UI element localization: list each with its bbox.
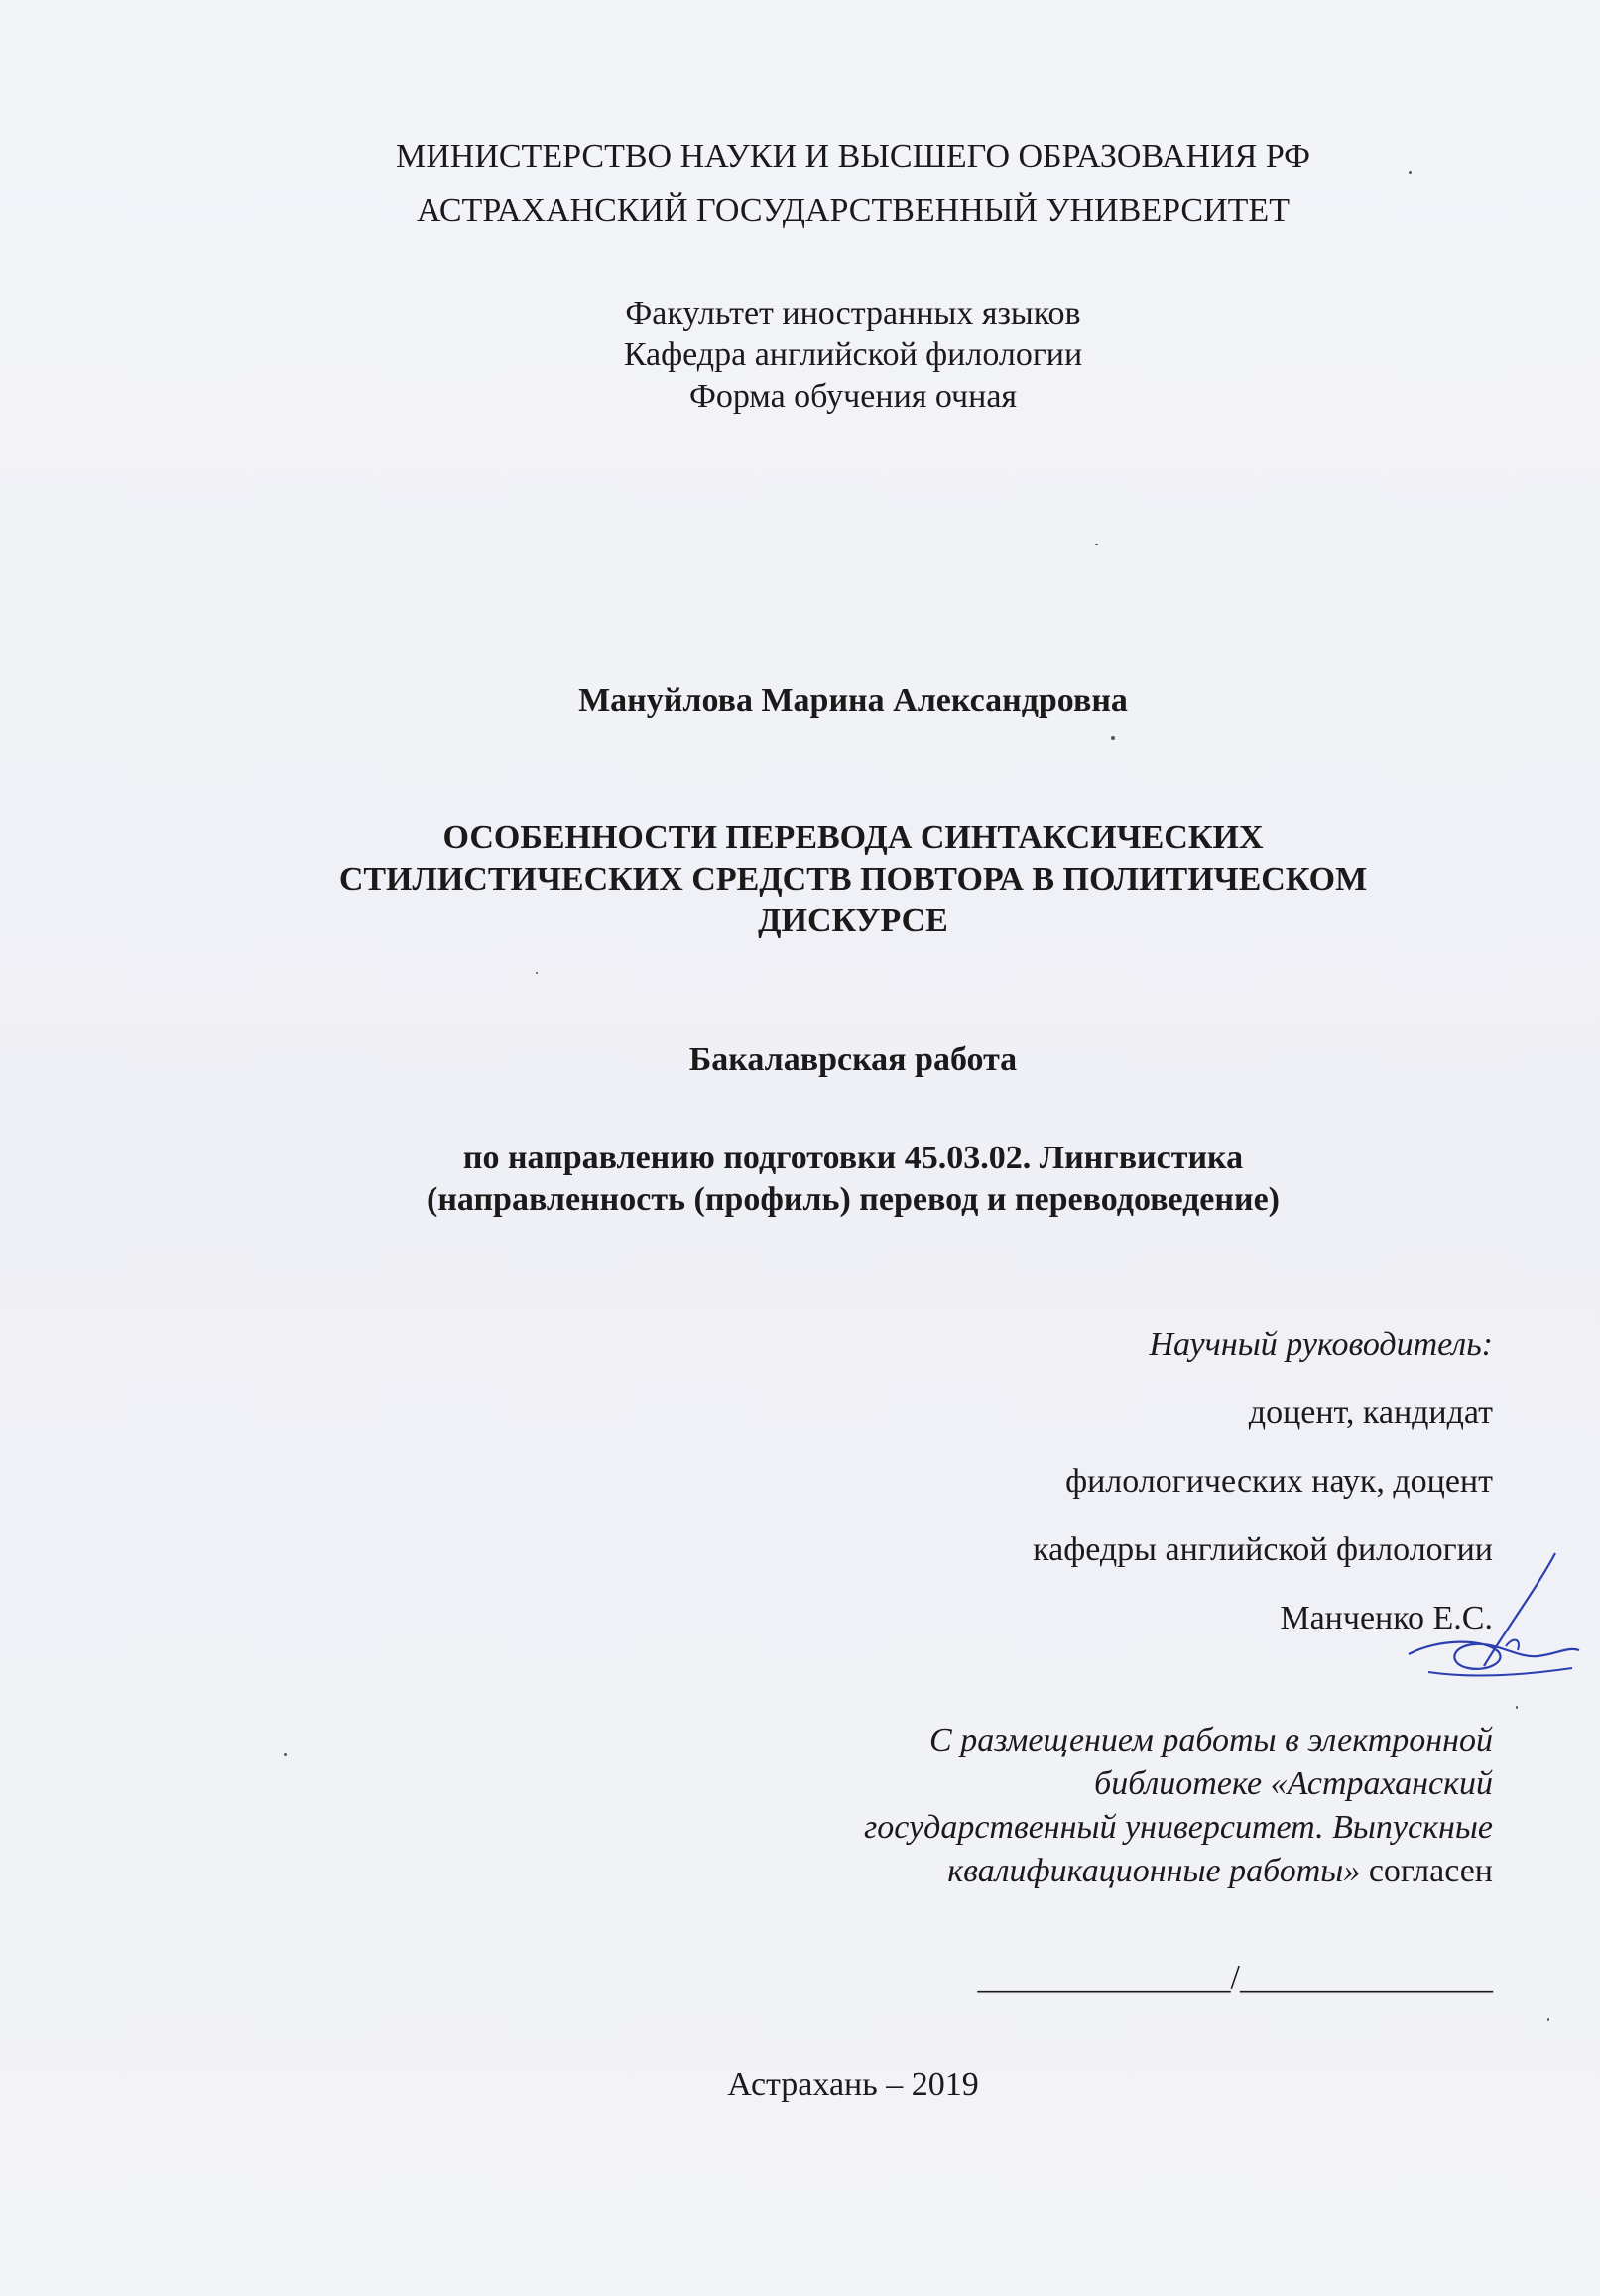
consent-line-2: библиотеке «Астраханский (1094, 1765, 1493, 1802)
university-heading: АСТРАХАНСКИЙ ГОСУДАРСТВЕННЫЙ УНИВЕРСИТЕТ (417, 192, 1290, 229)
scan-speck (1409, 171, 1412, 174)
consent-agree-word: согласен (1360, 1853, 1493, 1889)
title-line-1: ОСОБЕННОСТИ ПЕРЕВОДА СИНТАКСИЧЕСКИХ (442, 819, 1264, 856)
supervisor-department: кафедры английской филологии (1033, 1531, 1493, 1568)
title-line-3: ДИСКУРСЕ (758, 903, 948, 939)
consent-line-4 (947, 1852, 1493, 1891)
consent-line-1: С размещением работы в электронной (929, 1722, 1493, 1758)
signature-stroke-loop (1409, 1642, 1579, 1669)
consent-line-4-italic: квалификационные работы» (947, 1853, 1361, 1889)
ministry-heading: МИНИСТЕРСТВО НАУКИ И ВЫСШЕГО ОБРАЗОВАНИЯ РФ (395, 138, 1311, 175)
city-year: Астрахань – 2019 (727, 2066, 979, 2103)
supervisor-name: Манченко Е.С. (1280, 1600, 1493, 1636)
direction-line-2: (направленность (профиль) перевод и переводоведение) (427, 1181, 1280, 1218)
scan-speck (536, 972, 538, 974)
supervisor-label: Научный руководитель: (1149, 1326, 1493, 1363)
author-name: Мануйлова Марина Александровна (578, 682, 1128, 719)
consent-line-3: государственный университет. Выпускные (864, 1809, 1493, 1846)
faculty-line: Факультет иностранных языков (625, 296, 1081, 332)
supervisor-degree: филологических наук, доцент (1065, 1463, 1493, 1500)
scan-speck (284, 1753, 287, 1756)
signature-line: _______________/_______________ (977, 1959, 1493, 1995)
study-form-line: Форма обучения очная (688, 378, 1018, 415)
direction-line-1: по направлению подготовки 45.03.02. Лингвистика (462, 1140, 1244, 1176)
scan-speck (1516, 1706, 1518, 1709)
supervisor-signature (1389, 1547, 1597, 1696)
scan-speck (1547, 2018, 1549, 2021)
title-line-2: СТИЛИСТИЧЕСКИХ СРЕДСТВ ПОВТОРА В ПОЛИТИЧЕСКОМ (338, 861, 1368, 898)
signature-stroke-lower (1428, 1668, 1572, 1675)
signature-stroke-mark (1506, 1640, 1519, 1650)
work-type: Бакалаврская работа (688, 1041, 1018, 1078)
department-line: Кафедра английской филологии (623, 336, 1083, 373)
scan-speck (1095, 544, 1098, 545)
scan-speck (1111, 736, 1115, 740)
supervisor-position: доцент, кандидат (1248, 1394, 1493, 1431)
